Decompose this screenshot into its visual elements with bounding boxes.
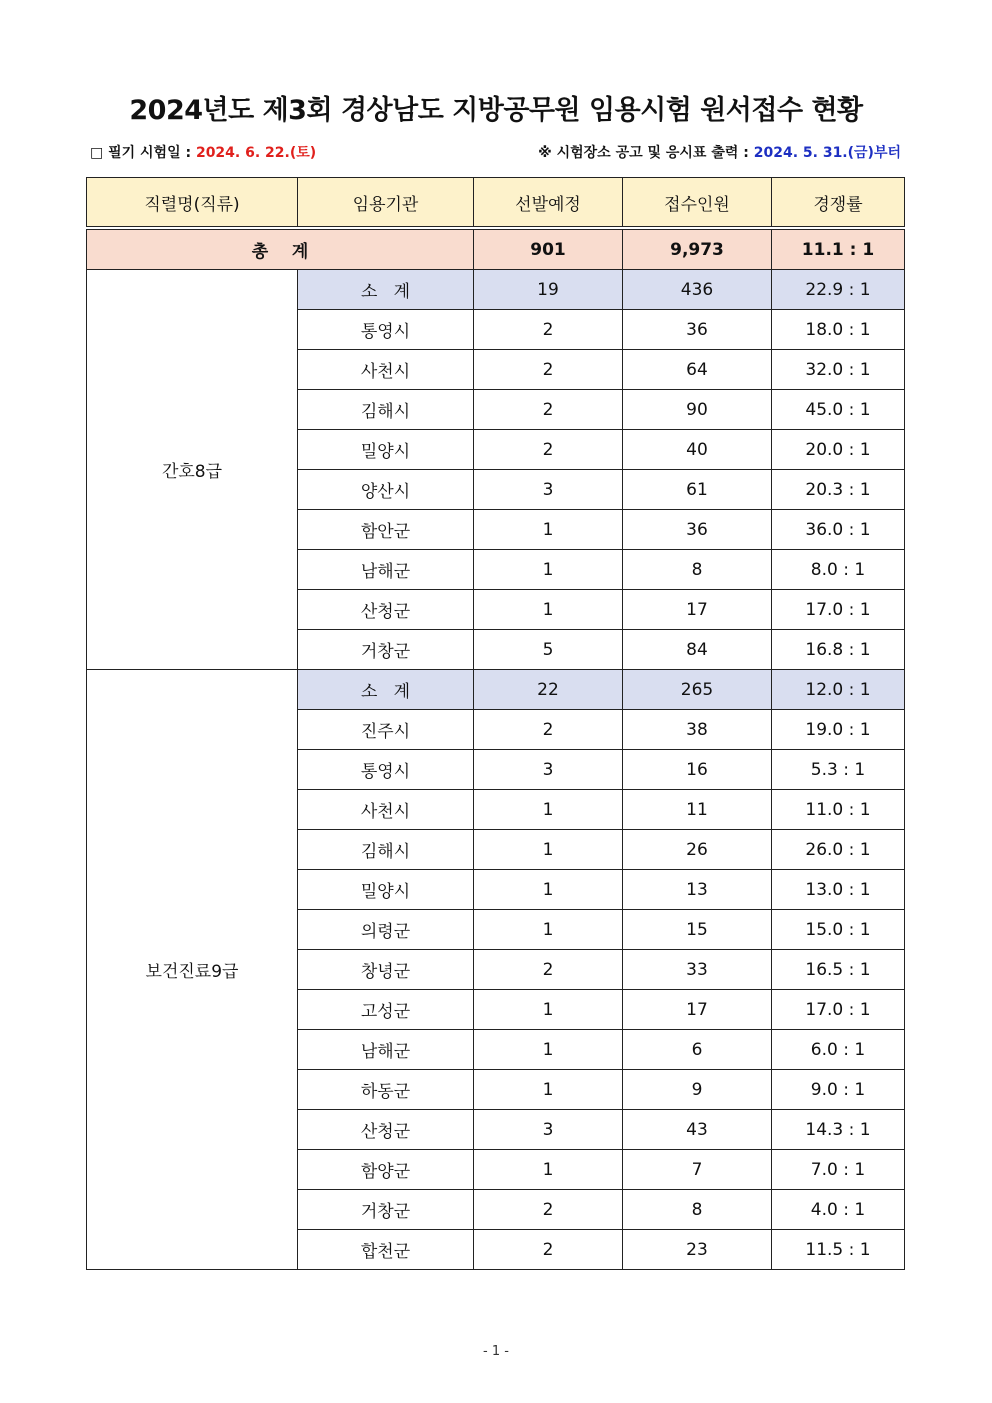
planned-cell: 1 — [474, 550, 623, 590]
ratio-cell: 19.0 : 1 — [772, 710, 905, 750]
ratio-cell: 11.5 : 1 — [772, 1230, 905, 1270]
agency-cell: 함안군 — [298, 510, 474, 550]
subtotal-label: 소 계 — [298, 270, 474, 310]
planned-cell: 2 — [474, 710, 623, 750]
agency-cell: 양산시 — [298, 470, 474, 510]
applicants-cell: 40 — [623, 430, 772, 470]
applicants-cell: 26 — [623, 830, 772, 870]
applicants-cell: 8 — [623, 550, 772, 590]
applicants-cell: 36 — [623, 310, 772, 350]
subtotal-ratio: 12.0 : 1 — [772, 670, 905, 710]
ratio-cell: 14.3 : 1 — [772, 1110, 905, 1150]
planned-cell: 2 — [474, 430, 623, 470]
agency-cell: 사천시 — [298, 350, 474, 390]
ratio-cell: 26.0 : 1 — [772, 830, 905, 870]
subtotal-applicants: 265 — [623, 670, 772, 710]
planned-cell: 1 — [474, 1070, 623, 1110]
page-title: 2024년도 제3회 경상남도 지방공무원 임용시험 원서접수 현황 — [129, 95, 863, 126]
applicants-cell: 6 — [623, 1030, 772, 1070]
subtotal-ratio: 22.9 : 1 — [772, 270, 905, 310]
applicants-cell: 7 — [623, 1150, 772, 1190]
planned-cell: 2 — [474, 1190, 623, 1230]
exam-date-value: 2024. 6. 22.(토) — [195, 145, 317, 161]
header-planned: 선발예정 — [474, 178, 623, 227]
subtotal-label: 소 계 — [298, 670, 474, 710]
ratio-cell: 17.0 : 1 — [772, 590, 905, 630]
ratio-cell: 8.0 : 1 — [772, 550, 905, 590]
ratio-cell: 16.8 : 1 — [772, 630, 905, 670]
ratio-cell: 45.0 : 1 — [772, 390, 905, 430]
agency-cell: 밀양시 — [298, 430, 474, 470]
applicants-cell: 8 — [623, 1190, 772, 1230]
ratio-cell: 32.0 : 1 — [772, 350, 905, 390]
applicants-cell: 17 — [623, 590, 772, 630]
admission-ticket-date: 2024. 5. 31.(금)부터 — [753, 145, 901, 161]
planned-cell: 1 — [474, 830, 623, 870]
planned-cell: 1 — [474, 990, 623, 1030]
applicants-cell: 38 — [623, 710, 772, 750]
agency-cell: 통영시 — [298, 310, 474, 350]
ratio-cell: 9.0 : 1 — [772, 1070, 905, 1110]
header-applicants: 접수인원 — [623, 178, 772, 227]
applicants-cell: 61 — [623, 470, 772, 510]
agency-cell: 산청군 — [298, 590, 474, 630]
applicants-cell: 43 — [623, 1110, 772, 1150]
agency-cell: 통영시 — [298, 750, 474, 790]
planned-cell: 3 — [474, 470, 623, 510]
planned-cell: 3 — [474, 1110, 623, 1150]
ratio-cell: 16.5 : 1 — [772, 950, 905, 990]
agency-cell: 산청군 — [298, 1110, 474, 1150]
agency-cell: 진주시 — [298, 710, 474, 750]
planned-cell: 2 — [474, 1230, 623, 1270]
subtotal-row — [87, 670, 905, 710]
planned-cell: 2 — [474, 310, 623, 350]
subtotal-planned: 19 — [474, 270, 623, 310]
exam-date-label: □ 필기 시험일 : — [90, 145, 196, 161]
planned-cell: 2 — [474, 350, 623, 390]
applicants-cell: 11 — [623, 790, 772, 830]
planned-cell: 1 — [474, 790, 623, 830]
admission-ticket-label: ※ 시험장소 공고 및 응시표 출력 : — [538, 145, 754, 161]
header-job-series: 직렬명(직류) — [87, 178, 298, 227]
ratio-cell: 7.0 : 1 — [772, 1150, 905, 1190]
total-applicants: 9,973 — [623, 230, 772, 270]
applicants-cell: 17 — [623, 990, 772, 1030]
planned-cell: 1 — [474, 1150, 623, 1190]
ratio-cell: 15.0 : 1 — [772, 910, 905, 950]
agency-cell: 김해시 — [298, 830, 474, 870]
applicants-cell: 64 — [623, 350, 772, 390]
ratio-cell: 4.0 : 1 — [772, 1190, 905, 1230]
total-ratio: 11.1 : 1 — [772, 230, 905, 270]
applicants-cell: 16 — [623, 750, 772, 790]
planned-cell: 2 — [474, 390, 623, 430]
agency-cell: 합천군 — [298, 1230, 474, 1270]
applicants-cell: 15 — [623, 910, 772, 950]
applicants-cell: 13 — [623, 870, 772, 910]
agency-cell: 하동군 — [298, 1070, 474, 1110]
planned-cell: 3 — [474, 750, 623, 790]
applicants-cell: 9 — [623, 1070, 772, 1110]
subtotal-planned: 22 — [474, 670, 623, 710]
agency-cell: 창녕군 — [298, 950, 474, 990]
header-row — [87, 178, 905, 227]
subtotal-row — [87, 270, 905, 310]
job-series-name: 간호8급 — [87, 270, 298, 670]
admission-ticket-info — [538, 142, 901, 162]
agency-cell: 남해군 — [298, 550, 474, 590]
exam-date-info — [90, 142, 316, 162]
agency-cell: 거창군 — [298, 630, 474, 670]
planned-cell: 1 — [474, 870, 623, 910]
subtotal-applicants: 436 — [623, 270, 772, 310]
total-label: 총 계 — [87, 230, 474, 270]
total-planned: 901 — [474, 230, 623, 270]
applicants-cell: 84 — [623, 630, 772, 670]
applicants-cell: 36 — [623, 510, 772, 550]
planned-cell: 1 — [474, 1030, 623, 1070]
job-series-name: 보건진료9급 — [87, 670, 298, 1270]
ratio-cell: 17.0 : 1 — [772, 990, 905, 1030]
ratio-cell: 20.3 : 1 — [772, 470, 905, 510]
planned-cell: 2 — [474, 950, 623, 990]
agency-cell: 남해군 — [298, 1030, 474, 1070]
ratio-cell: 6.0 : 1 — [772, 1030, 905, 1070]
ratio-cell: 13.0 : 1 — [772, 870, 905, 910]
ratio-cell: 11.0 : 1 — [772, 790, 905, 830]
planned-cell: 5 — [474, 630, 623, 670]
agency-cell: 고성군 — [298, 990, 474, 1030]
agency-cell: 함양군 — [298, 1150, 474, 1190]
agency-cell: 거창군 — [298, 1190, 474, 1230]
agency-cell: 밀양시 — [298, 870, 474, 910]
application-status-table — [86, 177, 905, 1270]
header-agency: 임용기관 — [298, 178, 474, 227]
applicants-cell: 33 — [623, 950, 772, 990]
ratio-cell: 5.3 : 1 — [772, 750, 905, 790]
applicants-cell: 23 — [623, 1230, 772, 1270]
page-number: - 1 - — [483, 1344, 509, 1359]
ratio-cell: 20.0 : 1 — [772, 430, 905, 470]
agency-cell: 김해시 — [298, 390, 474, 430]
table-body — [87, 178, 905, 1270]
ratio-cell: 36.0 : 1 — [772, 510, 905, 550]
planned-cell: 1 — [474, 510, 623, 550]
agency-cell: 의령군 — [298, 910, 474, 950]
total-row — [87, 230, 905, 270]
planned-cell: 1 — [474, 910, 623, 950]
applicants-cell: 90 — [623, 390, 772, 430]
header-ratio: 경쟁률 — [772, 178, 905, 227]
agency-cell: 사천시 — [298, 790, 474, 830]
ratio-cell: 18.0 : 1 — [772, 310, 905, 350]
planned-cell: 1 — [474, 590, 623, 630]
